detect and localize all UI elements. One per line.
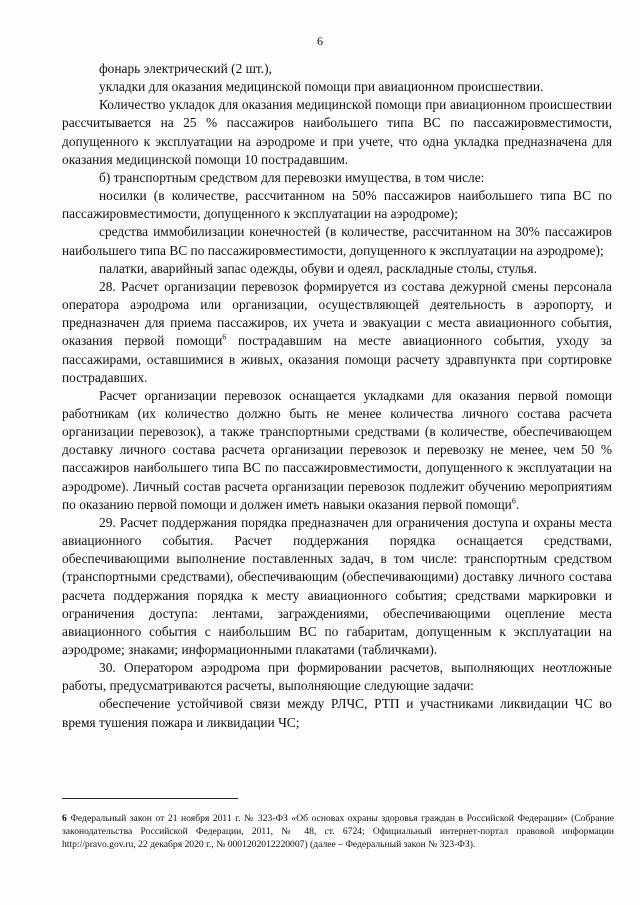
footnote-ref: 6 [222, 332, 227, 342]
paragraph-28: 28. Расчет организации перевозок формируется из состава дежурной смены персонала оператора аэродрома или организации, осуществляющей деятельность в аэропорту, и предназначен для приема пассажиров, их учета и эвакуации с места авиационного события, оказания первой помощи$^6$ пострадавшим на месте авиационного события, уходу за пассажирами, оставшимися в живых, оказания помощи расчету здравпункта при сортировке пострадавших. [62, 278, 612, 385]
paragraph: средства иммобилизации конечностей (в количестве, рассчитанном на 30% пассажиров наибольшего типа ВС по пассажировместимости, допущенного к эксплуатации на аэродроме); [62, 224, 612, 258]
paragraph: фонарь электрический (2 шт.), [99, 61, 272, 76]
paragraph: Расчет организации перевозок оснащается укладками для оказания первой помощи работникам (их количество должно быть не менее количества личного состава расчета организации перевозок), а также транспортными средствами (в количестве, обеспечивающем доставку личного состава расчета организации перевозок и перевозку не менее, чем 50 % пассажиров наибольшего типа ВС по пассажировместимости, допущенного к эксплуатации на аэродроме). Личный состав расчета организации перевозок подлежит обучению мероприятиям по оказанию первой помощи и должен иметь навыки оказания первой помощи$^6$. [62, 387, 612, 512]
paragraph: б) транспортным средством для перевозки имущества, в том числе: [99, 169, 485, 185]
footnote-number: 6 [62, 813, 67, 824]
document-body [62, 60, 612, 732]
footnote-text: Федеральный закон от 21 ноября 2011 г. № 323-ФЗ «Об основах охраны здоровья граждан в Российской Федерации» (Собрание законодательства Российской Федерации, 2011, № 48, ст. 6724; Официальный интернет-портал правовой информации http://pravo.gov.ru, 22 декабря 2020 г., № 0001202012220007) (далее – Федеральный закон № 323-ФЗ). [62, 813, 614, 850]
footnote [62, 812, 614, 851]
paragraph: обеспечение устойчивой связи между РЛЧС, РТП и участниками ликвидации ЧС во время тушения пожара и ликвидации ЧС; [62, 696, 612, 730]
footnote-divider [62, 798, 238, 799]
paragraph: носилки (в количестве, рассчитанном на 50% пассажиров наибольшего типа ВС по пассажировместимости, допущенного к эксплуатации на аэродроме); [62, 188, 612, 222]
footnote-ref: 6 [511, 496, 516, 506]
paragraph-30: 30. Оператором аэродрома при формировании расчетов, выполняющих неотложные работы, предусматриваются расчеты, выполняющие следующие задачи: [62, 660, 612, 694]
paragraph: укладки для оказания медицинской помощи при авиационном происшествии. [99, 79, 544, 95]
page-number: 6 [317, 34, 323, 48]
paragraph: Количество укладок для оказания медицинской помощи при авиационном происшествии рассчитывается на 25 % пассажиров наибольшего типа ВС по пассажировместимости, допущенного к эксплуатации на аэродроме и при учете, что одна укладка предназначена для оказания медицинской помощи 10 пострадавшим. [62, 97, 612, 167]
paragraph-29: 29. Расчет поддержания порядка предназначен для ограничения доступа и охраны места авиационного события. Расчет поддержания порядка оснащается средствами, обеспечивающими выполнение поставленных задач, в том числе: транспортным средством (транспортными средствами), обеспечивающим (обеспечивающими) доставку личного состава расчета поддержания порядка к месту авиационного события; средствами маркировки и ограничения доступа: лентами, заграждениями, обеспечивающими оцепление места авиационного события с наибольшим ВС по габаритам, допущенным к эксплуатации на аэродроме; знаками; информационными плакатами (табличками). [62, 514, 612, 657]
paragraph: палатки, аварийный запас одежды, обуви и одеял, раскладные столы, стулья. [99, 260, 537, 276]
